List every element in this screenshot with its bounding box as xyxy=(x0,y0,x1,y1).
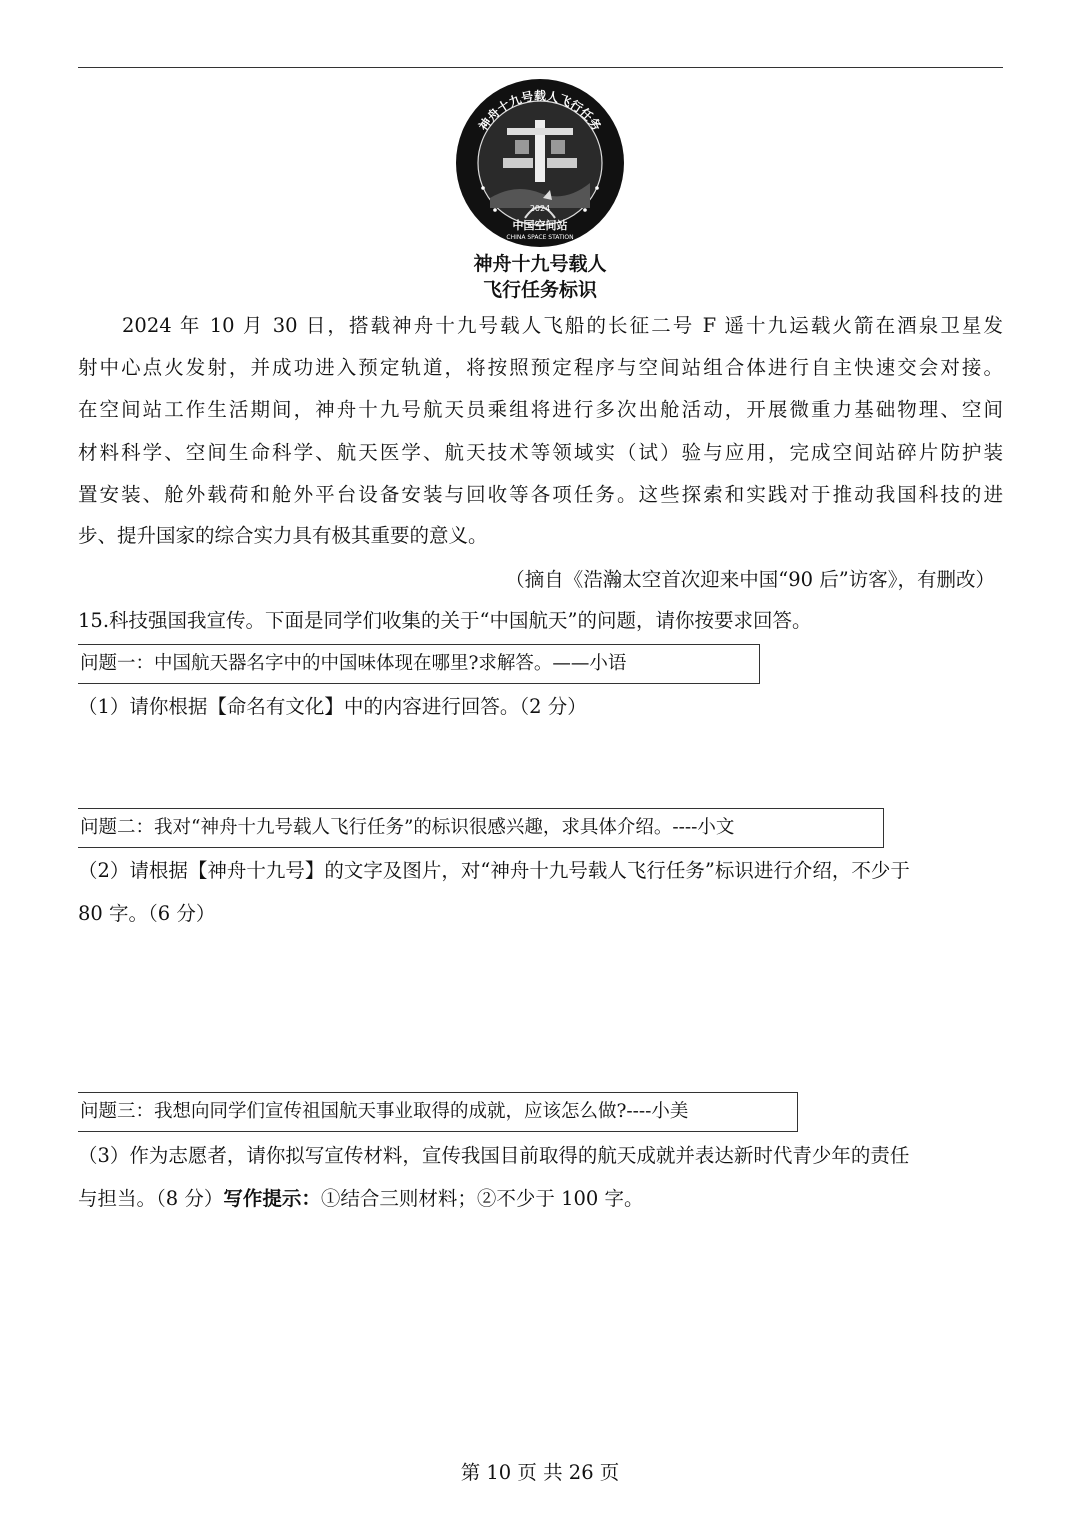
article-line-1: 2024 年 10 月 30 日，搭载神舟十九号载人飞船的长征二号 F 遥十九运载火箭在酒泉卫星发 xyxy=(122,314,1003,337)
question-1-box: 问题一：中国航天器名字中的中国味体现在哪里?求解答。——小语 xyxy=(78,644,760,684)
question-1-sub: （1）请你根据【命名有文化】中的内容进行回答。（2 分） xyxy=(78,695,587,718)
article-source: （摘自《浩瀚太空首次迎来中国“90 后”访客》，有删改） xyxy=(505,568,995,591)
emblem-base-text: 中国空间站 xyxy=(512,219,568,232)
question-3-sub-line1: （3）作为志愿者，请你拟写宣传材料，宣传我国目前取得的航天成就并表达新时代青少年的责任 xyxy=(78,1144,910,1167)
writing-hint-label: 写作提示： xyxy=(223,1187,321,1210)
article-line-6: 步、提升国家的综合实力具有极其重要的意义。 xyxy=(78,524,488,547)
emblem-caption-line2: 飞行任务标识 xyxy=(482,279,597,301)
emblem-ring-text: 神舟十九号载人飞行任务 xyxy=(476,89,604,134)
question-3-box: 问题三：我想向同学们宣传祖国航天事业取得的成就，应该怎么做?----小美 xyxy=(78,1092,798,1132)
article-line-5: 置安装、舱外载荷和舱外平台设备安装与回收等各项任务。这些探索和实践对于推动我国科技的进 xyxy=(78,483,1003,506)
question-2-box: 问题二：我对“神舟十九号载人飞行任务”的标识很感兴趣，求具体介绍。----小文 xyxy=(78,808,884,848)
emblem-base-subtext: CHINA SPACE STATION xyxy=(506,234,574,241)
article-line-3: 在空间站工作生活期间，神舟十九号航天员乘组将进行多次出舱活动，开展微重力基础物理、空间 xyxy=(78,398,1003,421)
question-2-sub-line2: 80 字。（6 分） xyxy=(78,902,216,925)
top-rule xyxy=(78,67,1003,68)
emblem-year: 2024 xyxy=(529,204,551,213)
article-line-4: 材料科学、空间生命科学、航天医学、航天技术等领域实（试）验与应用，完成空间站碎片防护装 xyxy=(78,441,1003,464)
question-3-sub-line2: 与担当。（8 分）写作提示：①结合三则材料；②不少于 100 字。 xyxy=(78,1187,644,1210)
question-2-sub-line1: （2）请根据【神舟十九号】的文字及图片，对“神舟十九号载人飞行任务”标识进行介绍，不少于 xyxy=(78,859,910,882)
mission-emblem-icon xyxy=(455,78,625,248)
question-15-stem: 15.科技强国我宣传。下面是同学们收集的关于“中国航天”的问题，请你按要求回答。 xyxy=(78,609,812,632)
page-footer: 第 10 页 共 26 页 xyxy=(460,1461,620,1484)
article-line-2: 射中心点火发射，并成功进入预定轨道，将按照预定程序与空间站组合体进行自主快速交会对接。 xyxy=(78,356,1003,379)
emblem-caption-line1: 神舟十九号载人 xyxy=(473,253,607,275)
